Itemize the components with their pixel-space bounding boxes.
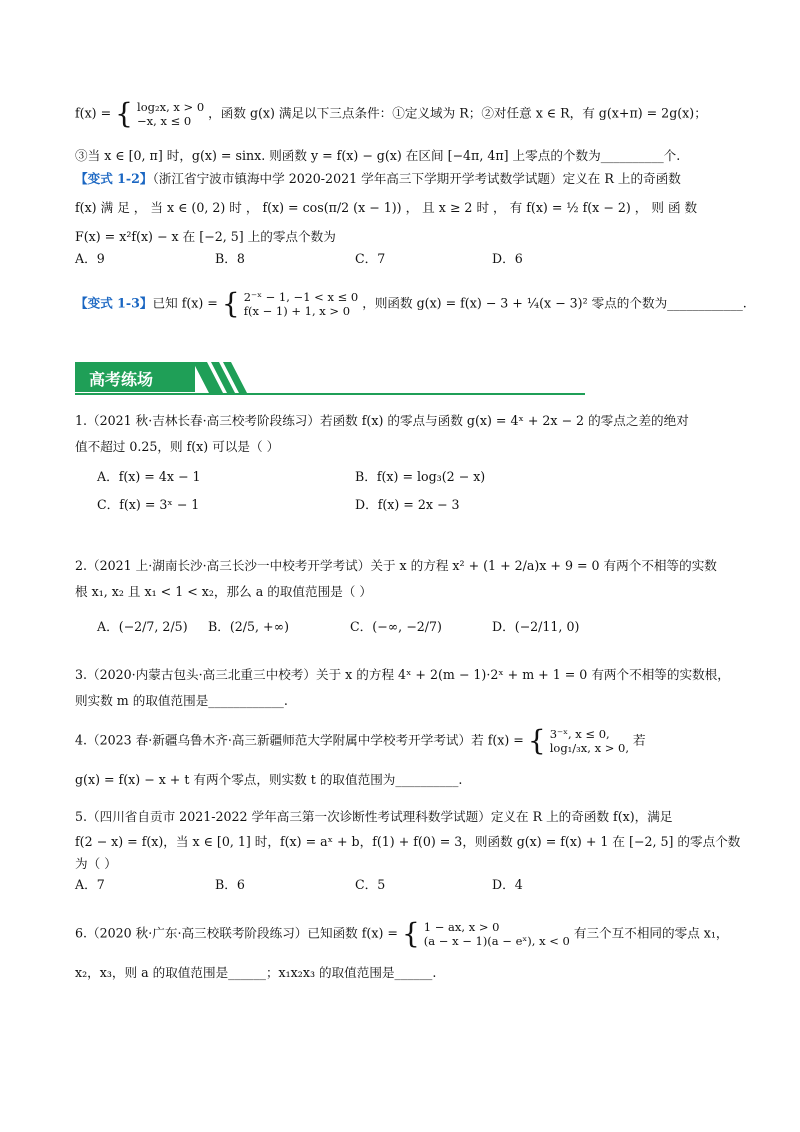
q5-option-d[interactable]: D．4: [492, 877, 523, 892]
top-line-1: f(x) = { log₂x, x > 0 −x, x ≤ 0 ，函数 g(x) 满足以下三点条件：①定义域为 R；②对任意 x ∈ R，有 g(x+π) = 2g(x)；: [75, 97, 707, 130]
condition-text: ，函数 g(x) 满足以下三点条件：①定义域为 R；②对任意 x ∈ R，有 g(x+π) = 2g(x)；: [208, 105, 707, 121]
q5-option-b[interactable]: B．6: [215, 877, 245, 892]
variant-1-2-option-c[interactable]: C．7: [355, 251, 386, 266]
q1-line-2: 值不超过 0.25，则 f(x) 可以是（ ）: [75, 439, 280, 454]
q2-option-b[interactable]: B．(2/5, +∞): [208, 619, 289, 634]
variant-1-2-line-1: 【变式 1-2】（浙江省宁波市镇海中学 2020-2021 学年高三下学期开学考试数学试题）定义在 R 上的奇函数: [75, 171, 681, 186]
q1-option-b[interactable]: B．f(x) = log₃(2 − x): [355, 469, 486, 484]
variant-1-3-line: 【变式 1-3】已知 f(x) = { 2⁻ˣ − 1, −1 < x ≤ 0 f(x − 1) + 1, x > 0 ，则函数 g(x) = f(x) − 3 + ¼(x − 3)² 零点的个数为____________.: [75, 287, 747, 320]
q5-line-1: 5.（四川省自贡市 2021-2022 学年高三第一次诊断性考试理科数学试题）定义在 R 上的奇函数 f(x)，满足: [75, 809, 673, 824]
variant-1-2-tag: 【变式 1-2】: [75, 171, 153, 186]
q1-option-d[interactable]: D．f(x) = 2x − 3: [355, 497, 460, 512]
fx-label: f(x) =: [75, 105, 112, 121]
variant-1-2-option-d[interactable]: D．6: [492, 251, 523, 266]
variant-1-2-line-2: f(x) 满 足 ， 当 x ∈ (0, 2) 时 ， f(x) = cos(π/2 (x − 1)) ， 且 x ≥ 2 时 ， 有 f(x) = ½ f(x − 2) ， 则 函 数: [75, 200, 698, 215]
q3-line-1: 3.（2020·内蒙古包头·高三北重三中校考）关于 x 的方程 4ˣ + 2(m − 1)·2ˣ + m + 1 = 0 有两个不相等的实数根，: [75, 667, 730, 682]
q4-line-2: g(x) = f(x) − x + t 有两个零点，则实数 t 的取值范围为__________.: [75, 772, 463, 787]
top-line-2: ③当 x ∈ [0, π] 时，g(x) = sinx. 则函数 y = f(x) − g(x) 在区间 [−4π, 4π] 上零点的个数为__________个.: [75, 148, 681, 163]
q3-line-2: 则实数 m 的取值范围是____________.: [75, 693, 288, 708]
variant-1-2-option-a[interactable]: A．9: [75, 251, 105, 266]
q5-line-3: 为（ ）: [75, 856, 117, 871]
variant-1-2-option-b[interactable]: B．8: [215, 251, 245, 266]
q5-line-2: f(2 − x) = f(x)，当 x ∈ [0, 1] 时，f(x) = aˣ + b，f(1) + f(0) = 3，则函数 g(x) = f(x) + 1 在 [−2, 5] 的零点个数: [75, 834, 741, 849]
q5-option-a[interactable]: A．7: [75, 877, 105, 892]
q4-line-1: 4.（2023 春·新疆乌鲁木齐·高三新疆师范大学附属中学校考开学考试）若 f(x) = { 3⁻ˣ, x ≤ 0, log₁/₃x, x > 0, 若: [75, 724, 646, 757]
q6-line-2: x₂，x₃，则 a 的取值范围是______；x₁x₂x₃ 的取值范围是______.: [75, 965, 437, 980]
q2-option-d[interactable]: D．(−2/11, 0): [492, 619, 580, 634]
q6-line-1: 6.（2020 秋·广东·高三校联考阶段练习）已知函数 f(x) = { 1 − ax, x > 0 (a − x − 1)(a − eˣ), x < 0 有三个互不相同的零点 x₁，: [75, 917, 729, 950]
q5-option-c[interactable]: C．5: [355, 877, 386, 892]
banner-title: 高考练场: [89, 370, 154, 389]
q2-option-a[interactable]: A．(−2/7, 2/5): [97, 619, 188, 634]
section-banner: [75, 362, 585, 396]
q1-line-1: 1.（2021 秋·吉林长春·高三校考阶段练习）若函数 f(x) 的零点与函数 g(x) = 4ˣ + 2x − 2 的零点之差的绝对: [75, 413, 689, 428]
piece-bottom: −x, x ≤ 0: [137, 114, 192, 128]
q1-option-a[interactable]: A．f(x) = 4x − 1: [97, 469, 201, 484]
q2-line-1: 2.（2021 上·湖南长沙·高三长沙一中校考开学考试）关于 x 的方程 x² + (1 + 2/a)x + 9 = 0 有两个不相等的实数: [75, 558, 717, 573]
banner-stripes-icon: [193, 362, 263, 393]
piece-top: log₂x, x > 0: [137, 100, 205, 114]
q2-line-2: 根 x₁, x₂ 且 x₁ < 1 < x₂，那么 a 的取值范围是（ ）: [75, 584, 372, 599]
q1-option-c[interactable]: C．f(x) = 3ˣ − 1: [97, 497, 200, 512]
variant-1-3-tag: 【变式 1-3】: [75, 295, 153, 311]
variant-1-2-line-3: F(x) = x²f(x) − x 在 [−2, 5] 上的零点个数为: [75, 229, 336, 244]
q2-option-c[interactable]: C．(−∞, −2/7): [350, 619, 442, 634]
